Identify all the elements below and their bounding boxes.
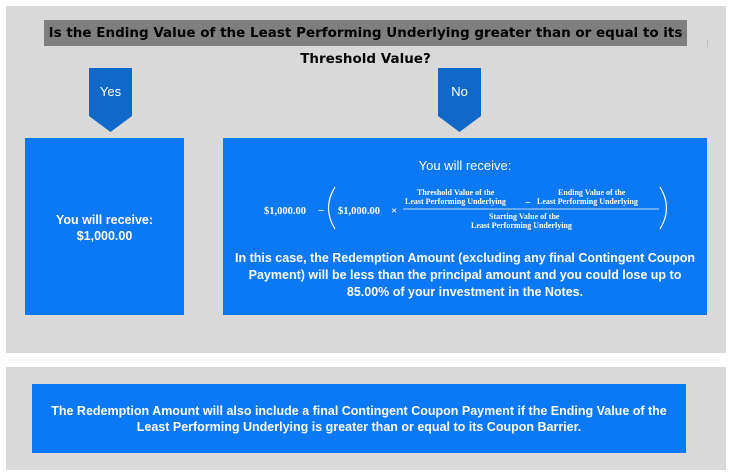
- no-arrow-label: No: [451, 84, 468, 99]
- formula-num-right-2: Least Performing Underlying: [537, 197, 638, 206]
- formula-lead-amount: $1,000.00: [264, 206, 306, 217]
- no-arrow-head: [438, 116, 481, 132]
- coupon-note-box: [32, 384, 686, 453]
- no-outcome-box: [223, 138, 707, 315]
- divider-tick: [707, 40, 708, 47]
- formula-num-left-1: Threshold Value of the: [417, 188, 495, 197]
- formula-left-paren: [329, 187, 336, 229]
- coupon-note-text: The Redemption Amount will also include a final Contingent Coupon Payment if the Ending Value of the Least Performing Underlying is greater than or equal to its Coupon Barrier.: [51, 404, 667, 434]
- yes-arrow-label: Yes: [99, 84, 122, 99]
- yes-receive-label: You will receive:: [55, 213, 154, 227]
- formula-num-left-2: Least Performing Underlying: [405, 197, 506, 206]
- question-banner: Is the Ending Value of the Least Performing Underlying greater than or equal to its Threshold Value?: [44, 20, 687, 46]
- yes-arrow: [89, 68, 132, 132]
- formula-den-2: Least Performing Underlying: [471, 221, 572, 230]
- payout-formula: [223, 184, 707, 232]
- formula-num-minus: −: [525, 198, 531, 209]
- no-receive-label: You will receive:: [418, 158, 512, 173]
- yes-receive-amount: $1,000.00: [76, 229, 133, 243]
- no-arrow: [438, 68, 481, 132]
- yes-outcome-box: [25, 138, 184, 315]
- formula-right-paren: [660, 187, 667, 229]
- formula-minus: −: [318, 205, 325, 217]
- loss-description: In this case, the Redemption Amount (excluding any final Contingent Coupon Payment) will be less than the principal amount and you could lose up to 85.00% of your investment in the Notes.: [235, 251, 695, 299]
- yes-outcome-text: [25, 212, 184, 244]
- formula-inner-amount: $1,000.00: [338, 206, 380, 217]
- yes-arrow-head: [89, 116, 132, 132]
- formula-times: ×: [391, 205, 398, 217]
- formula-num-right-1: Ending Value of the: [558, 188, 626, 197]
- formula-den-1: Starting Value of the: [489, 212, 560, 221]
